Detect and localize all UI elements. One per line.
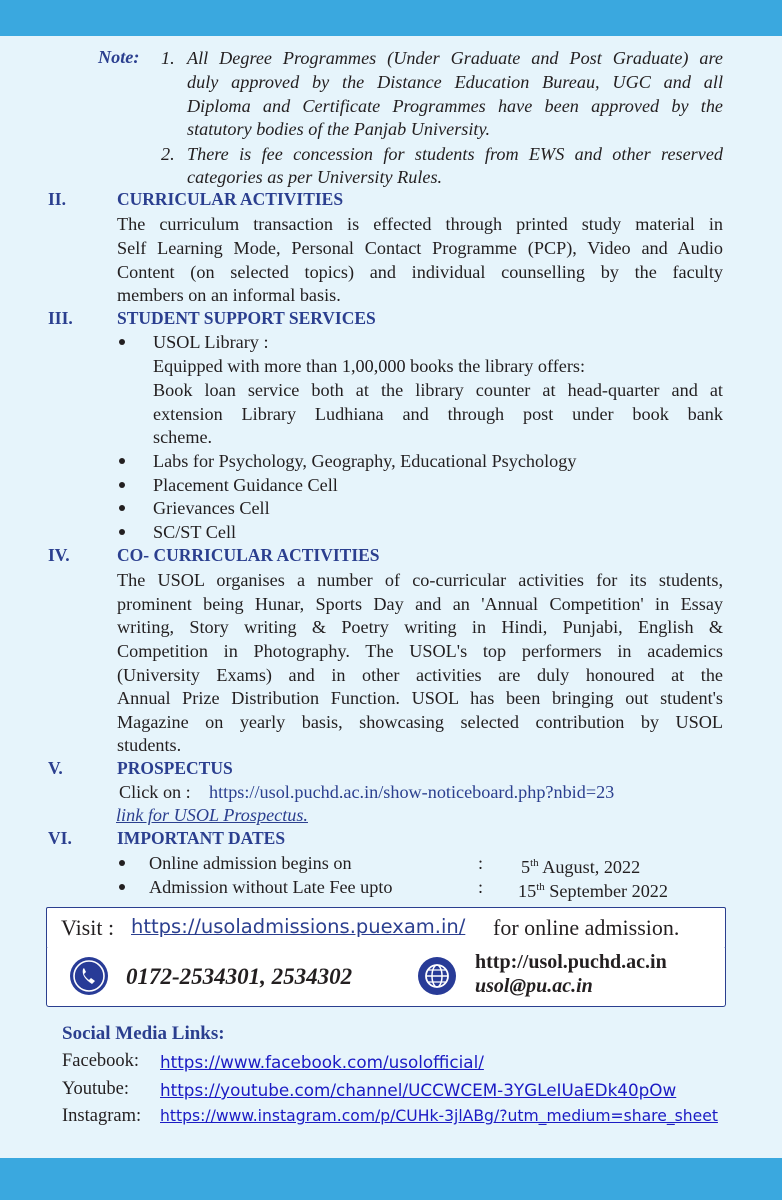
note-line: categories as per University Rules. [187, 167, 443, 187]
note-line: statutory bodies of the Panjab University. [187, 119, 491, 139]
bullet-icon [119, 884, 125, 890]
phone-number: 0172-2534301, 2534302 [126, 964, 353, 989]
list-item: Grievances Cell [153, 498, 270, 518]
body-line: members on an informal basis. [117, 285, 341, 305]
section-number: IV. [48, 545, 70, 565]
section-heading: CURRICULAR ACTIVITIES [117, 189, 344, 209]
facebook-link[interactable]: https://www.facebook.com/usolofficial/ [160, 1052, 484, 1072]
body-line: Magazine on yearly basis, showcasing selected contribution by USOL [117, 712, 723, 732]
date-sup: th [530, 857, 539, 869]
body-line: The curriculum transaction is effected through printed study material in [117, 214, 723, 234]
date-sup: th [536, 881, 545, 893]
body-line: Self Learning Mode, Personal Contact Programme (PCP), Video and Audio [117, 238, 723, 258]
admissions-link[interactable]: https://usoladmissions.puexam.in/ [131, 915, 466, 938]
note-line: duly approved by the Distance Education Bureau, UGC and all [187, 72, 723, 92]
body-line: scheme. [153, 427, 213, 447]
note-item-number: 1. [161, 48, 175, 68]
bottom-color-band [0, 1158, 782, 1200]
instagram-label: Instagram: [62, 1106, 142, 1126]
date-label: Online admission begins on [149, 853, 352, 873]
bullet-icon [119, 482, 125, 488]
section-number: II. [48, 189, 66, 209]
list-item: Labs for Psychology, Geography, Educational Psychology [153, 451, 577, 471]
body-line: Equipped with more than 1,00,000 books the library offers: [153, 356, 586, 376]
bullet-icon [119, 529, 125, 535]
section-number: V. [48, 758, 63, 778]
body-line: Annual Prize Distribution Function. USOL has been bringing out student's [117, 688, 723, 708]
date-label: Admission without Late Fee upto [149, 877, 393, 897]
prospectus-url[interactable]: https://usol.puchd.ac.in/show-noticeboard.php?nbid=23 [209, 782, 615, 802]
visit-suffix: for online admission. [493, 915, 680, 940]
phone-icon [70, 957, 108, 995]
section-heading: CO- CURRICULAR ACTIVITIES [117, 545, 380, 565]
library-label: USOL Library : [153, 332, 269, 352]
bullet-icon [119, 458, 125, 464]
body-line: The USOL organises a number of co-curricular activities for its students, [117, 570, 723, 590]
date-day: 15 [518, 881, 537, 902]
body-line: Book loan service both at the library counter at head-quarter and at [153, 380, 723, 400]
section-number: VI. [48, 828, 72, 848]
date-value [518, 876, 668, 904]
facebook-label: Facebook: [62, 1051, 140, 1071]
section-heading: STUDENT SUPPORT SERVICES [117, 308, 376, 328]
body-line: Competition in Photography. The USOL's top performers in academics [117, 641, 723, 661]
body-line: (University Exams) and in other activities are duly honoured at the [117, 665, 723, 685]
youtube-link[interactable]: https://youtube.com/channel/UCCWCEM-3YGLeIUaEDk40pOw [160, 1080, 677, 1100]
note-line: All Degree Programmes (Under Graduate and Post Graduate) are [187, 48, 723, 68]
body-line: extension Library Ludhiana and through post under book bank [153, 404, 723, 424]
youtube-label: Youtube: [62, 1079, 129, 1099]
section-heading: IMPORTANT DATES [117, 828, 286, 848]
note-line: Diploma and Certificate Programmes have been approved by the [187, 96, 723, 116]
date-colon: : [478, 853, 484, 873]
body-line: Content (on selected topics) and individual counselling by the faculty [117, 262, 723, 282]
bullet-icon [119, 505, 125, 511]
bullet-icon [119, 339, 125, 345]
email-link[interactable]: usol@pu.ac.in [475, 975, 593, 997]
date-day: 5 [521, 857, 531, 878]
bullet-icon [119, 860, 125, 866]
date-rest: August, 2022 [538, 857, 641, 878]
instagram-link[interactable]: https://www.instagram.com/p/CUHk-3jlABg/?utm_medium=share_sheet [160, 1107, 718, 1125]
list-item: SC/ST Cell [153, 522, 237, 542]
social-media-title: Social Media Links: [62, 1023, 225, 1044]
website-link[interactable]: http://usol.puchd.ac.in [475, 951, 667, 973]
note-item-number: 2. [161, 144, 175, 164]
note-line: There is fee concession for students from EWS and other reserved [187, 144, 723, 164]
date-rest: September 2022 [544, 881, 668, 902]
note-label: Note: [98, 47, 140, 67]
click-on-label: Click on : [119, 782, 191, 802]
body-line: prominent being Hunar, Sports Day and an 'Annual Competition' in Essay [117, 594, 723, 614]
prospectus-link[interactable]: link for USOL Prospectus. [116, 805, 308, 825]
list-item: Placement Guidance Cell [153, 475, 338, 495]
section-number: III. [48, 308, 73, 328]
globe-icon [418, 957, 456, 995]
date-colon: : [478, 877, 484, 897]
section-heading: PROSPECTUS [117, 758, 233, 778]
body-line: students. [117, 735, 182, 755]
body-line: writing, Story writing & Poetry writing in Hindi, Punjabi, English & [117, 617, 723, 637]
top-color-band [0, 0, 782, 36]
visit-label: Visit : [61, 915, 115, 940]
